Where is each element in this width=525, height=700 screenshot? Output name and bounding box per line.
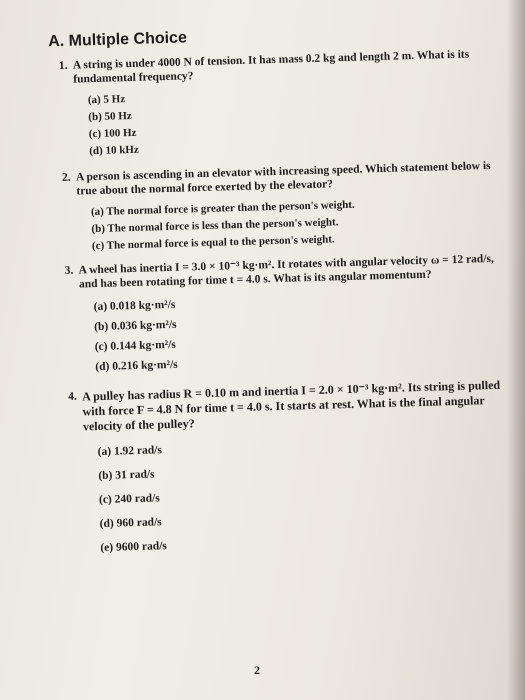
question-text: A person is ascending in an elevator with increasing speed. Which statement below is true about the normal force exerted by the elevator? — [75, 159, 491, 198]
option-a: (a) 0.018 kg·m²/s — [93, 298, 176, 314]
question-2 — [26, 159, 498, 257]
question-text: A string is under 4000 N of tension. It has mass 0.2 kg and length 2 m. What is its fundamental frequency? — [72, 48, 470, 86]
answer-options — [88, 81, 496, 160]
option-c: (c) 0.144 kg·m²/s — [94, 338, 176, 354]
question-number: 3. — [64, 264, 74, 277]
question-number: 4. — [67, 390, 77, 403]
option-b: (b) 50 Hz — [88, 109, 132, 124]
option-c: (c) The normal force is equal to the person's weight. — [91, 233, 335, 253]
option-a: (a) 5 Hz — [87, 93, 126, 107]
option-b: (b) 0.036 kg·m²/s — [94, 318, 177, 334]
page-edge-shadow — [507, 0, 525, 700]
question-text: A pulley has radius R = 0.10 m and inertia I = 2.0 × 10⁻³ kg·m². Its string is pulled with force F = 4.8 N for time t = 4.0 s. It starts at rest. What is the final angular velocity of the pulley? — [81, 377, 501, 434]
option-d: (d) 960 rad/s — [99, 516, 162, 531]
option-b: (b) 31 rad/s — [98, 468, 155, 483]
option-a: (a) 1.92 rad/s — [97, 444, 163, 459]
question-number: 2. — [61, 171, 71, 184]
option-b: (b) The normal force is less than the person's weight. — [91, 216, 339, 236]
section-title: A. Multiple Choice — [47, 29, 188, 51]
answer-options — [91, 193, 498, 255]
question-number: 1. — [58, 59, 68, 72]
option-a: (a) The normal force is greater than the person's weight. — [90, 198, 355, 219]
question-1 — [23, 47, 496, 162]
question-text: A wheel has inertia I = 3.0 × 10⁻³ kg·m². It rotates with angular velocity ω = 12 rad/s, and has been rotating for time t = 4.0 s. What is its angular momentum? — [78, 252, 494, 291]
page-number: 2 — [254, 663, 260, 677]
option-c: (c) 240 rad/s — [98, 492, 160, 507]
question-4 — [32, 378, 507, 562]
option-e: (e) 9600 rad/s — [100, 540, 167, 555]
answer-options — [97, 429, 506, 560]
page-content — [22, 21, 507, 562]
option-d: (d) 0.216 kg·m²/s — [95, 358, 178, 374]
answer-options — [93, 286, 501, 377]
question-3 — [28, 252, 501, 379]
option-c: (c) 100 Hz — [88, 126, 137, 141]
option-d: (d) 10 kHz — [89, 143, 139, 158]
